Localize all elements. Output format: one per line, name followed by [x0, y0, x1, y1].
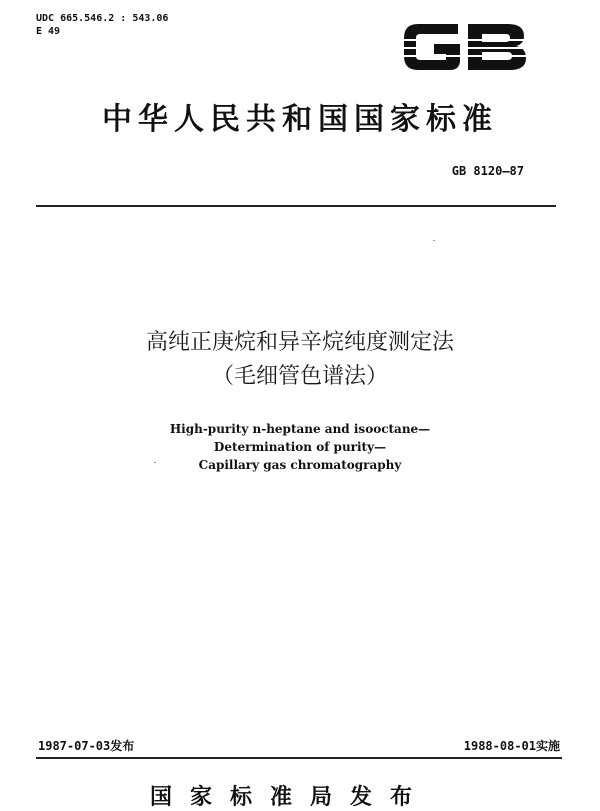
english-title-line-2: Determination of purity— — [213, 440, 387, 454]
chinese-subtitle-line: （毛细管色谱法） — [211, 364, 388, 389]
scan-speck — [154, 462, 156, 463]
footer-divider — [36, 757, 562, 759]
english-title — [0, 420, 600, 474]
header-divider — [36, 205, 556, 207]
issue-date: 1987-07-03发布 — [38, 739, 135, 753]
gb-logo — [400, 16, 528, 76]
national-standard-title: 中华人民共和国国家标准 — [102, 102, 498, 137]
class-code: E 49 — [36, 26, 61, 37]
scan-speck — [433, 240, 435, 241]
classification-block — [36, 12, 168, 38]
standard-number: GB 8120—87 — [451, 164, 524, 178]
effective-date: 1988-08-01实施 — [463, 739, 560, 753]
publisher: 国家标准局发布 — [150, 784, 431, 810]
english-title-line-3: Capillary gas chromatography — [198, 458, 402, 472]
english-title-line-1: High-purity n-heptane and isooctane— — [169, 422, 431, 436]
gb-logo-icon — [400, 16, 528, 76]
udc-code: UDC 665.546.2 : 543.06 — [36, 13, 169, 24]
chinese-title — [0, 326, 600, 394]
chinese-title-line: 高纯正庚烷和异辛烷纯度测定法 — [145, 330, 454, 355]
